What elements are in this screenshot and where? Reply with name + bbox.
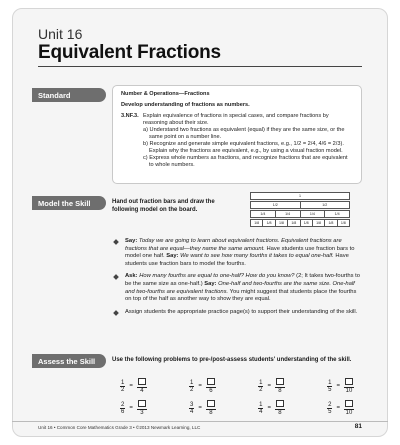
fraction-numerator: 1	[259, 379, 263, 386]
fraction-numerator: 3	[190, 401, 194, 408]
fraction-denominator: 2	[259, 386, 263, 393]
fraction-bar-cell: 1/8	[275, 220, 287, 226]
fraction	[137, 378, 147, 394]
fraction-bar-cell: 1/8	[337, 220, 349, 226]
instruction-text: Have students use fraction bars to model the fourths.	[125, 253, 349, 267]
fraction-denominator: 5	[328, 408, 332, 415]
script-text: How many fourths are equal to one-half? How do you know?	[139, 273, 295, 280]
fraction	[120, 380, 125, 393]
footer-divider	[12, 421, 388, 422]
fraction-bar	[250, 219, 350, 227]
script-text: One-half and two-fourths are the same size. One-half and two-fourths are equivalent fractions.	[125, 280, 355, 295]
section-tab-assess: Assess the Skill	[32, 354, 106, 368]
fraction	[206, 400, 216, 416]
say-label: Say:	[125, 238, 138, 244]
script-text: We want to see how many fourths it takes to equal one-half.	[180, 253, 334, 260]
answer-blank[interactable]	[276, 378, 284, 385]
fraction-denominator: 5	[328, 386, 332, 393]
standard-cluster: Develop understanding of fractions as numbers.	[121, 102, 250, 108]
fraction-numerator-blank[interactable]	[137, 400, 147, 410]
fraction	[275, 400, 285, 416]
fraction-bar-cell: 1/4	[300, 211, 325, 217]
answer-blank[interactable]	[207, 400, 215, 407]
fraction-bar	[250, 210, 350, 218]
fraction-numerator: 1	[190, 379, 194, 386]
fraction-bar	[250, 201, 350, 209]
fraction	[137, 400, 147, 416]
say-label: Say:	[166, 253, 179, 260]
instruction-text: Have students use fraction bars to model one half.	[125, 245, 355, 260]
instruction-text: You might suggest that students place the fourths on top of the half as another way to show they are equal.	[125, 288, 357, 303]
answer-blank[interactable]	[138, 378, 146, 385]
fraction-denominator: 8	[278, 388, 282, 394]
section-tab-model: Model the Skill	[32, 196, 106, 210]
problem-row-2	[112, 400, 362, 416]
equals-sign: =	[267, 405, 271, 411]
fraction-bar-cell: 1/4	[324, 211, 349, 217]
fraction-bar-cell: 1/8	[254, 221, 260, 225]
fraction	[120, 402, 125, 415]
answer-blank[interactable]	[345, 378, 353, 385]
fraction-numerator-blank[interactable]	[206, 378, 216, 388]
fraction-denominator: 3	[140, 410, 144, 416]
equivalence-problem	[327, 400, 354, 416]
answer-blank[interactable]	[276, 400, 284, 407]
equivalence-problem	[120, 400, 147, 416]
fraction	[189, 402, 194, 415]
fraction-bar-cell: 1/4	[275, 211, 300, 217]
fraction-bar	[250, 192, 350, 200]
fraction-numerator-blank[interactable]	[344, 378, 354, 388]
standard-part-b: b) Recognize and generate simple equivalent fractions, e.g., 1/2 = 2/4, 4/6 = 2/3). Explain why the fractions are equivalent, e.g., by using a visual fraction model.	[143, 141, 344, 154]
fraction-denominator: 4	[190, 408, 194, 415]
standard-box	[112, 85, 362, 184]
fraction	[344, 378, 354, 394]
fraction-denominator: 2	[121, 386, 125, 393]
fraction-numerator-blank[interactable]	[137, 378, 147, 388]
standard-row	[121, 113, 353, 127]
fraction	[258, 380, 263, 393]
fraction-denominator: 6	[209, 388, 213, 394]
fraction-bar-cell: 1/8	[262, 220, 274, 226]
diamond-bullet-icon	[113, 239, 119, 245]
page-title: Equivalent Fractions	[38, 42, 221, 63]
equals-sign: =	[198, 405, 202, 411]
list-item	[112, 309, 362, 317]
title-divider	[38, 66, 362, 67]
fraction	[258, 402, 263, 415]
fraction-bar-cell: 1/4	[260, 212, 266, 216]
fraction	[206, 378, 216, 394]
standard-text: Explain equivalence of fractions in special cases, and compare fractions by reasoning about their size.	[143, 113, 329, 126]
standard-part-a: a) Understand two fractions as equivalent (equal) if they are the same size, or the same point on a number line.	[143, 127, 345, 140]
fraction-numerator-blank[interactable]	[206, 400, 216, 410]
fraction	[275, 378, 285, 394]
fraction-denominator: 4	[140, 388, 144, 394]
fraction-bar-cell: 1	[299, 194, 301, 198]
fraction-numerator: 2	[328, 401, 332, 408]
fraction-bar-cell: 1/2	[272, 203, 278, 207]
page-number: 81	[354, 423, 362, 430]
assess-intro: Use the following problems to pre-/post-assess students' understanding of the skill.	[112, 357, 352, 363]
fraction-denominator: 10	[345, 410, 353, 416]
equals-sign: =	[129, 405, 133, 411]
list-item	[112, 238, 362, 268]
diamond-bullet-icon	[113, 275, 119, 281]
script-text: Today we are going to learn about equivalent fractions. Equivalent fractions are fractions that are equal—they name the same amount.	[125, 238, 342, 252]
fraction-denominator: 4	[259, 408, 263, 415]
fraction-numerator: 2	[121, 401, 125, 408]
problem-row-1	[112, 378, 362, 394]
answer-blank[interactable]	[138, 400, 146, 407]
fraction-denominator: 10	[345, 388, 353, 394]
fraction	[327, 380, 332, 393]
equals-sign: =	[336, 405, 340, 411]
fraction-numerator-blank[interactable]	[344, 400, 354, 410]
equals-sign: =	[267, 383, 271, 389]
fraction-bar-cell: 1/8	[312, 220, 324, 226]
standard-domain: Number & Operations—Fractions	[121, 91, 210, 97]
fraction-bar-cell: 1/8	[300, 220, 312, 226]
standard-code: 3.NF.3.	[121, 113, 139, 119]
list-item	[112, 273, 362, 303]
fraction-denominator: 2	[190, 386, 194, 393]
answer-text: (2; It takes two-fourths to be the same size as one-half.)	[125, 273, 360, 287]
equals-sign: =	[198, 383, 202, 389]
equivalence-problem	[120, 378, 147, 394]
equivalence-problem	[189, 378, 216, 394]
say-label: Say:	[204, 280, 217, 287]
fraction	[327, 402, 332, 415]
fraction-bar-model	[250, 192, 350, 236]
equivalence-problem	[327, 378, 354, 394]
diamond-bullet-icon	[113, 310, 119, 316]
equivalence-problem	[258, 400, 285, 416]
fraction-denominator: 6	[121, 408, 125, 415]
fraction-denominator: 8	[278, 410, 282, 416]
fraction-numerator-blank[interactable]	[275, 400, 285, 410]
footer-text: Unit 16 • Common Core Mathematics Grade 3 • ©2013 Newmark Learning, LLC	[38, 425, 201, 430]
model-bullets	[112, 238, 362, 321]
instruction-text: Assign students the appropriate practice page(s) to support their understanding of the skill.	[125, 308, 358, 315]
fraction-numerator-blank[interactable]	[275, 378, 285, 388]
answer-blank[interactable]	[207, 378, 215, 385]
model-intro: Hand out fraction bars and draw the following model on the board.	[112, 199, 215, 213]
equivalence-problem	[189, 400, 216, 416]
ask-label: Ask:	[125, 273, 138, 280]
fraction-denominator: 8	[209, 410, 213, 416]
fraction-bar-cell: 1/2	[300, 202, 350, 208]
fraction-bar-cell: 1/8	[287, 220, 299, 226]
answer-blank[interactable]	[345, 400, 353, 407]
fraction-numerator: 1	[121, 379, 125, 386]
fraction	[189, 380, 194, 393]
fraction-bar-cell: 1/8	[324, 220, 336, 226]
equivalence-problem	[258, 378, 285, 394]
section-tab-standard: Standard	[32, 88, 106, 102]
fraction-numerator: 1	[259, 401, 263, 408]
fraction-numerator: 1	[328, 379, 332, 386]
equals-sign: =	[336, 383, 340, 389]
fraction	[344, 400, 354, 416]
unit-label: Unit 16	[38, 26, 83, 42]
standard-part-c: c) Express whole numbers as fractions, and recognize fractions that are equivalent to whole numbers.	[143, 155, 348, 168]
equals-sign: =	[129, 383, 133, 389]
